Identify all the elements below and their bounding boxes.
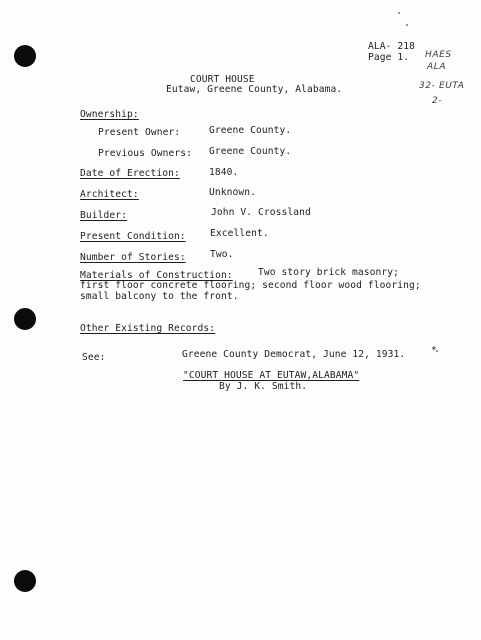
builder-value: John V. Crossland [211, 207, 311, 218]
building-location: Eutaw, Greene County, Alabama. [166, 84, 343, 95]
architect-value: Unknown. [209, 187, 257, 198]
present-owner-value: Greene County. [209, 125, 292, 136]
handwritten-note-line2: ALA [427, 62, 447, 72]
materials-line3: small balcony to the front. [80, 291, 239, 302]
handwritten-note-line3: 32- EUTA [419, 81, 465, 91]
punch-hole [14, 308, 36, 330]
record-mark: * [431, 345, 437, 356]
see-label: See: [82, 352, 106, 363]
number-of-stories-value: Two. [210, 249, 234, 260]
article-title: "COURT HOUSE AT EUTAW,ALABAMA" [183, 370, 360, 381]
present-condition-label: Present Condition: [80, 231, 186, 242]
document-id: ALA- 218 [368, 41, 416, 52]
handwritten-note-line4: 2- [432, 96, 443, 106]
builder-label: Builder: [80, 210, 128, 221]
building-title: COURT HOUSE [190, 74, 255, 85]
scan-speck [398, 12, 400, 14]
other-records-label: Other Existing Records: [80, 323, 216, 334]
materials-line2: first floor concrete flooring; second floor wood flooring; [80, 280, 421, 291]
number-of-stories-label: Number of Stories: [80, 252, 186, 263]
ownership-label: Ownership: [80, 109, 139, 120]
present-condition-value: Excellent. [210, 228, 269, 239]
article-byline: By J. K. Smith. [219, 381, 308, 392]
materials-line1: Two story brick masonry; [258, 267, 400, 278]
materials-label: Materials of Construction: [80, 270, 233, 281]
record-source: Greene County Democrat, June 12, 1931. [182, 349, 406, 360]
previous-owners-value: Greene County. [209, 146, 292, 157]
date-of-erection-value: 1840. [209, 167, 239, 178]
handwritten-note-line1: HAES [425, 50, 452, 60]
architect-label: Architect: [80, 189, 139, 200]
date-of-erection-label: Date of Erection: [80, 168, 180, 179]
punch-hole [14, 45, 36, 67]
previous-owners-label: Previous Owners: [98, 148, 193, 159]
scan-speck [406, 24, 408, 26]
page-number: Page 1. [368, 52, 410, 63]
punch-hole [14, 570, 36, 592]
present-owner-label: Present Owner: [98, 127, 181, 138]
